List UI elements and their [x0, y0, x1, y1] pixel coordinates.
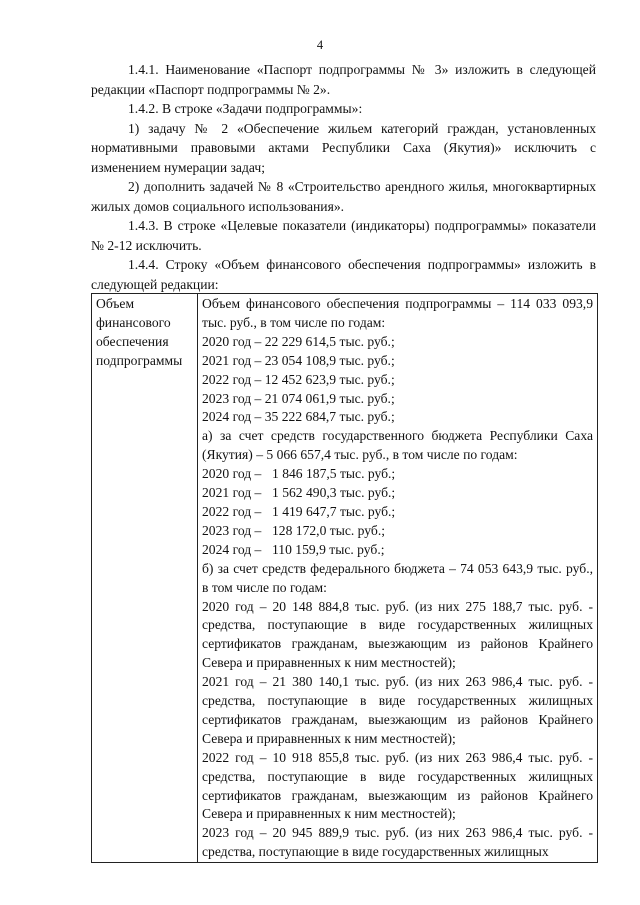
- regional-budget-heading: а) за счет средств государственного бюджета Республики Саха (Якутия) – 5 066 657,4 тыс. руб., в том числе по годам:: [202, 428, 593, 463]
- regional-year-row: [202, 484, 593, 503]
- regional-year-amount: 128 172,0 тыс. руб.;: [272, 522, 386, 538]
- paragraph-1-4-3: 1.4.3. В строке «Целевые показатели (индикаторы) подпрограммы» показатели № 2-12 исключить.: [91, 218, 596, 253]
- table-row: [92, 294, 598, 863]
- total-year-2022: 2022 год – 12 452 623,9 тыс. руб.;: [202, 371, 395, 387]
- paragraph-1-4-1: 1.4.1. Наименование «Паспорт подпрограммы № 3» изложить в следующей редакции «Паспорт подпрограммы № 2».: [91, 62, 596, 97]
- regional-year-row: [202, 541, 593, 560]
- regional-year-label: 2020 год –: [202, 466, 262, 482]
- federal-year-2022: 2022 год – 10 918 855,8 тыс. руб. (из них 263 986,4 тыс. руб. - средства, поступающие в виде государственных жилищных сертификатов гражданам, выезжающим из районов Крайнего Севера и приравненных к ним местностей);: [202, 749, 593, 822]
- paragraph-task-8: 2) дополнить задачей № 8 «Строительство арендного жилья, многоквартирных жилых домов социального использования».: [91, 179, 596, 214]
- regional-year-label: 2023 год –: [202, 522, 262, 538]
- regional-year-label: 2021 год –: [202, 485, 262, 501]
- regional-year-row: [202, 465, 593, 484]
- federal-year-2020: 2020 год – 20 148 884,8 тыс. руб. (из них 275 188,7 тыс. руб. - средства, поступающие в виде государственных жилищных сертификатов гражданам, выезжающим из районов Крайнего Севера и приравненных к ним местностей);: [202, 598, 593, 671]
- total-year-2021: 2021 год – 23 054 108,9 тыс. руб.;: [202, 352, 395, 368]
- paragraph-1-4-2: 1.4.2. В строке «Задачи подпрограммы»:: [128, 101, 363, 116]
- row-value: [198, 294, 598, 863]
- regional-year-amount: 1 562 490,3 тыс. руб.;: [272, 485, 396, 501]
- regional-year-amount: 110 159,9 тыс. руб.;: [272, 541, 385, 557]
- financing-table: [91, 293, 598, 863]
- regional-year-label: 2024 год –: [202, 541, 262, 557]
- regional-year-amount: 1 419 647,7 тыс. руб.;: [272, 503, 396, 519]
- federal-year-2023: 2023 год – 20 945 889,9 тыс. руб. (из них 263 986,4 тыс. руб. - средства, поступающие в виде государственных жилищных: [202, 825, 593, 860]
- paragraph-1-4-4: 1.4.4. Строку «Объем финансового обеспечения подпрограммы» изложить в следующей редакции:: [91, 257, 596, 292]
- total-year-2020: 2020 год – 22 229 614,5 тыс. руб.;: [202, 333, 395, 349]
- page-number: 4: [316, 38, 324, 52]
- federal-budget-heading: б) за счет средств федерального бюджета – 74 053 643,9 тыс. руб., в том числе по годам:: [202, 560, 593, 595]
- total-year-2023: 2023 год – 21 074 061,9 тыс. руб.;: [202, 390, 395, 406]
- regional-year-row: [202, 503, 593, 522]
- federal-year-2021: 2021 год – 21 380 140,1 тыс. руб. (из них 263 986,4 тыс. руб. - средства, поступающие в виде государственных жилищных сертификатов гражданам, выезжающим из районов Крайнего Севера и приравненных к ним местностей);: [202, 674, 593, 746]
- regional-year-row: [202, 522, 593, 541]
- row-label: Объем финансового обеспечения подпрограммы: [92, 294, 198, 863]
- document-body: [91, 60, 596, 294]
- total-financing: Объем финансового обеспечения подпрограммы – 114 033 093,9 тыс. руб., в том числе по годам:: [202, 296, 593, 330]
- regional-year-amount: 1 846 187,5 тыс. руб.;: [272, 466, 396, 482]
- regional-year-label: 2022 год –: [202, 503, 262, 519]
- total-year-2024: 2024 год – 35 222 684,7 тыс. руб.;: [202, 409, 395, 425]
- paragraph-task-2: 1) задачу № 2 «Обеспечение жильем категорий граждан, установленных нормативными правовыми актами Республики Саха (Якутия)» исключить с изменением нумерации задач;: [91, 120, 596, 175]
